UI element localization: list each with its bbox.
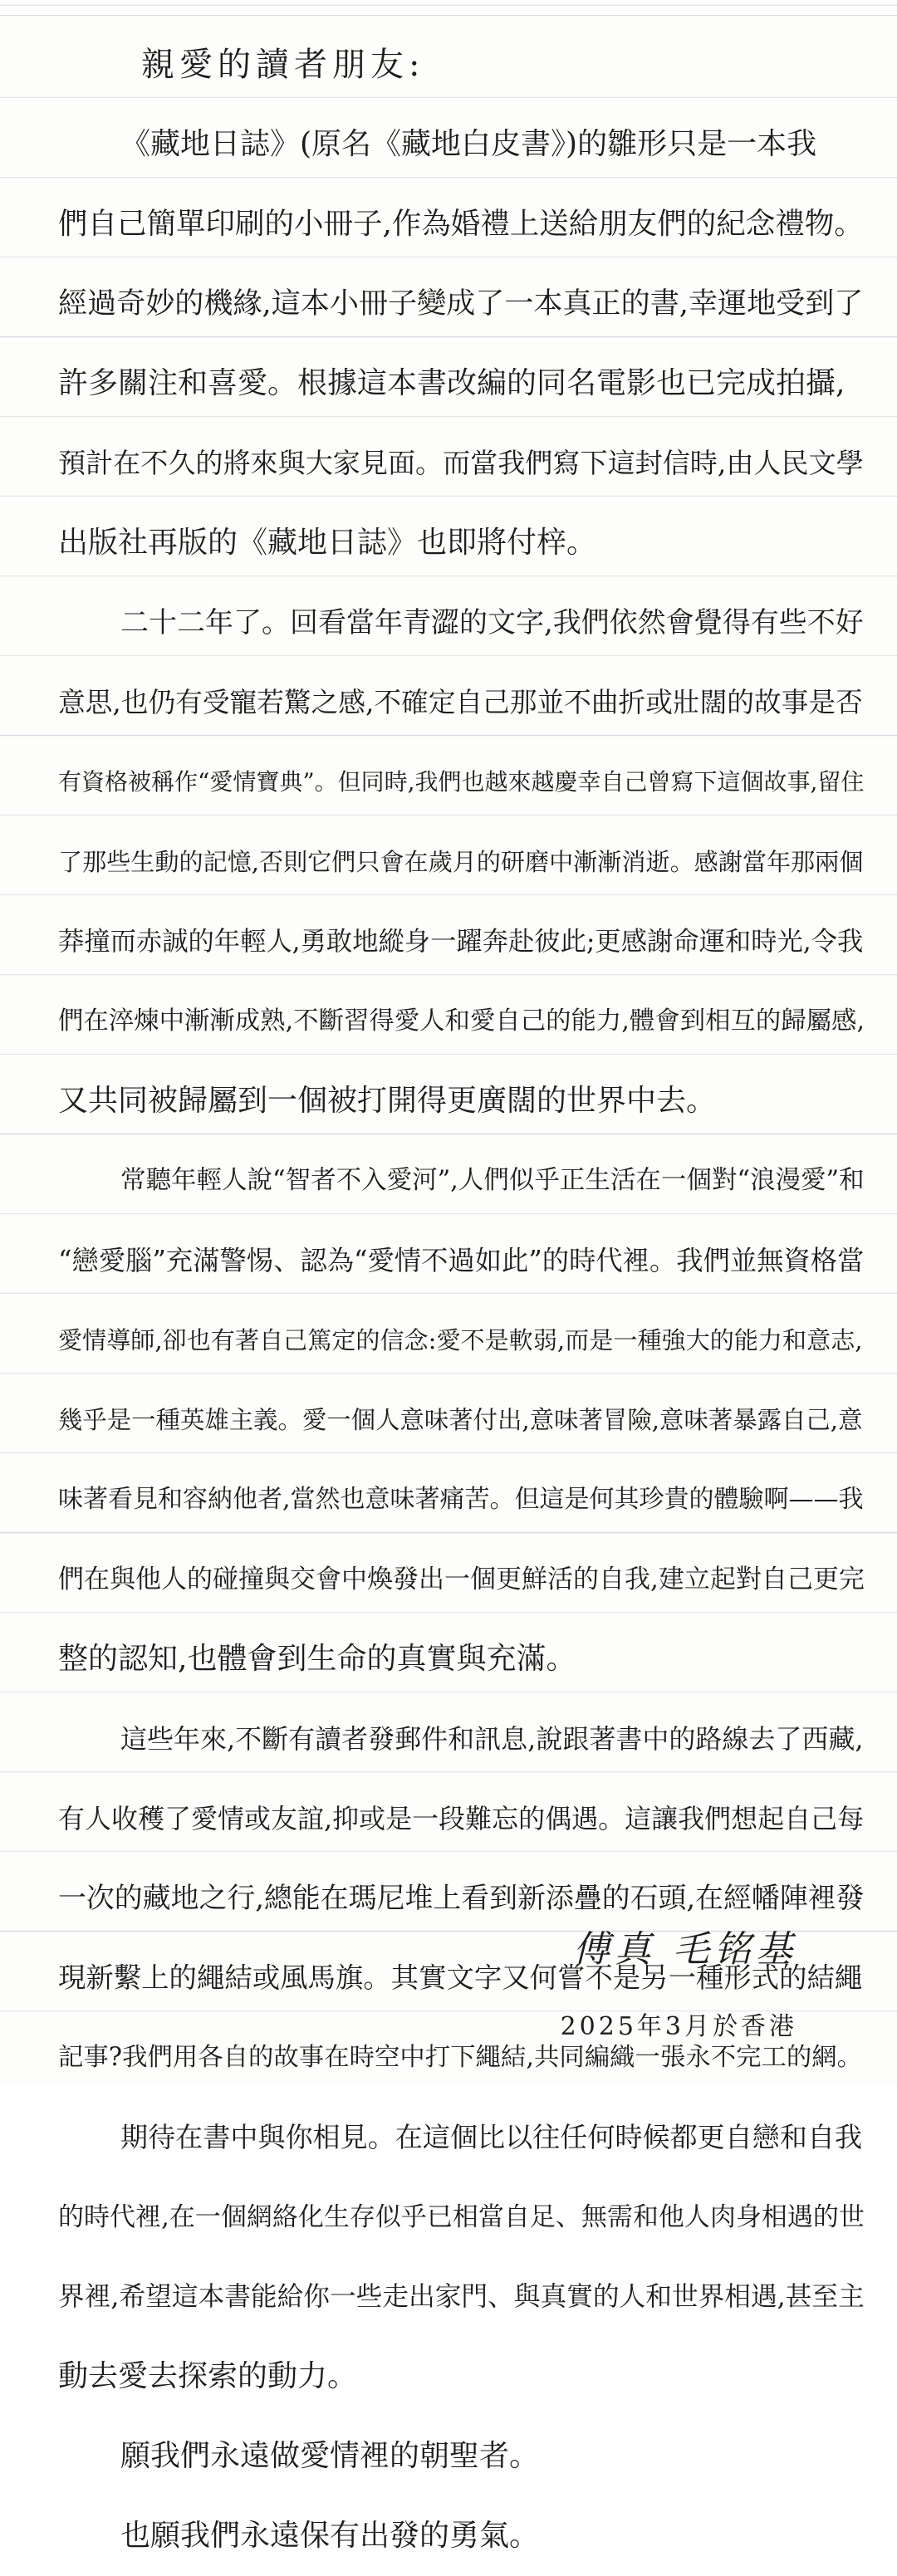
paragraph-line: 整的認知,也體會到生命的真實與充滿。 — [58, 1642, 576, 1676]
paragraph-line: 這些年來,不斷有讀者發郵件和訊息,說跟著書中的路線去了西藏, — [120, 1723, 864, 1755]
paragraph-1 — [58, 105, 864, 583]
paragraph-6 — [58, 2417, 864, 2496]
paragraph-line: 一次的藏地之行,總能在瑪尼堆上看到新添疊的石頭,在經幡陣裡發 — [58, 1882, 865, 1914]
paragraph-line: 《藏地日誌》(原名《藏地白皮書》)的雛形只是一本我 — [120, 127, 817, 161]
paragraph-line: 們在淬煉中漸漸成熟,不斷習得愛人和愛自己的能力,體會到相互的歸屬感, — [58, 1006, 865, 1036]
paragraph-line: 出版社再版的《藏地日誌》也即將付梓。 — [58, 526, 597, 560]
paragraph-line: 又共同被歸屬到一個被打開得更廣闊的世界中去。 — [58, 1084, 717, 1118]
paragraph-line: 有資格被稱作“愛情寶典”。但同時,我們也越來越慶幸自己曾寫下這個故事,留住 — [58, 768, 865, 796]
paragraph-line: 有人收穫了愛情或友誼,抑或是一段難忘的偶遇。這讓我們想起自己每 — [58, 1803, 865, 1834]
paragraph-line: 愛情導師,卻也有著自己篤定的信念:愛不是軟弱,而是一種強大的能力和意志, — [58, 1326, 863, 1354]
paragraph-7 — [58, 2496, 864, 2576]
paragraph-line: 期待在書中與你相見。在這個比以往任何時候都更自戀和自我 — [120, 2121, 863, 2153]
paragraph-line: 預計在不久的將來與大家見面。而當我們寫下這封信時,由人民文學 — [58, 447, 864, 479]
letter-date: 2025年3月於香港 — [560, 2012, 797, 2041]
paragraph-line: 們自己簡單印刷的小冊子,作為婚禮上送給朋友們的紀念禮物。 — [58, 207, 864, 241]
top-margin-rule — [0, 0, 897, 16]
paragraph-line: 二十二年了。回看當年青澀的文字,我們依然會覺得有些不好 — [120, 606, 864, 639]
letter-body — [58, 25, 864, 2576]
paragraph-line: 願我們永遠做愛情裡的朝聖者。 — [120, 2439, 540, 2473]
paragraph-line: 記事?我們用各自的故事在時空中打下繩結,共同編織一張永不完工的網。 — [58, 2043, 863, 2072]
paragraph-line: 界裡,希望這本書能給你一些走出家門、與真實的人和世界相遇,甚至主 — [58, 2282, 865, 2312]
paragraph-line: 經過奇妙的機緣,這本小冊子變成了一本真正的書,幸運地受到了 — [58, 286, 864, 321]
paragraph-line: 也願我們永遠保有出發的勇氣。 — [120, 2519, 540, 2553]
paragraph-line: 現新繫上的繩結或風馬旗。其實文字又何嘗不是另一種形式的結繩 — [58, 1961, 863, 1994]
paragraph-line: 意思,也仍有受寵若驚之感,不確定自己那並不曲折或壯闊的故事是否 — [58, 687, 863, 718]
signature-block — [561, 1910, 797, 2064]
paragraph-line: 們在與他人的碰撞與交會中煥發出一個更鮮活的自我,建立起對自己更完 — [58, 1565, 865, 1594]
paragraph-line: 幾乎是一種英雄主義。愛一個人意味著付出,意味著冒險,意味著暴露自己,意 — [58, 1406, 863, 1434]
paragraph-line: 常聽年輕人說“智者不入愛河”,人們似乎正生活在一個對“浪漫愛”和 — [120, 1166, 865, 1195]
signature: 傅真 毛铭基 — [573, 1928, 797, 1971]
paragraph-3 — [58, 1141, 864, 1699]
paragraph-line: “戀愛腦”充滿警惕、認為“愛情不過如此”的時代裡。我們並無資格當 — [58, 1245, 865, 1276]
paragraph-2 — [58, 583, 864, 1141]
paragraph-line: 許多關注和喜愛。根據這本書改編的同名電影也已完成拍攝, — [58, 366, 846, 400]
paragraph-line: 的時代裡,在一個網絡化生存似乎已相當自足、無需和他人肉身相遇的世 — [58, 2202, 865, 2232]
paragraph-line: 莽撞而赤誠的年輕人,勇敢地縱身一躍奔赴彼此;更感謝命運和時光,令我 — [58, 927, 864, 957]
paragraph-5 — [58, 2098, 864, 2417]
salutation: 親愛的讀者朋友: — [141, 46, 425, 84]
paragraph-line: 味著看見和容納他者,當然也意味著痛苦。但這是何其珍貴的體驗啊——我 — [58, 1485, 864, 1514]
paragraph-line: 動去愛去探索的動力。 — [58, 2359, 358, 2393]
paragraph-line: 了那些生動的記憶,否則它們只會在歲月的研磨中漸漸消逝。感謝當年那兩個 — [58, 848, 864, 876]
